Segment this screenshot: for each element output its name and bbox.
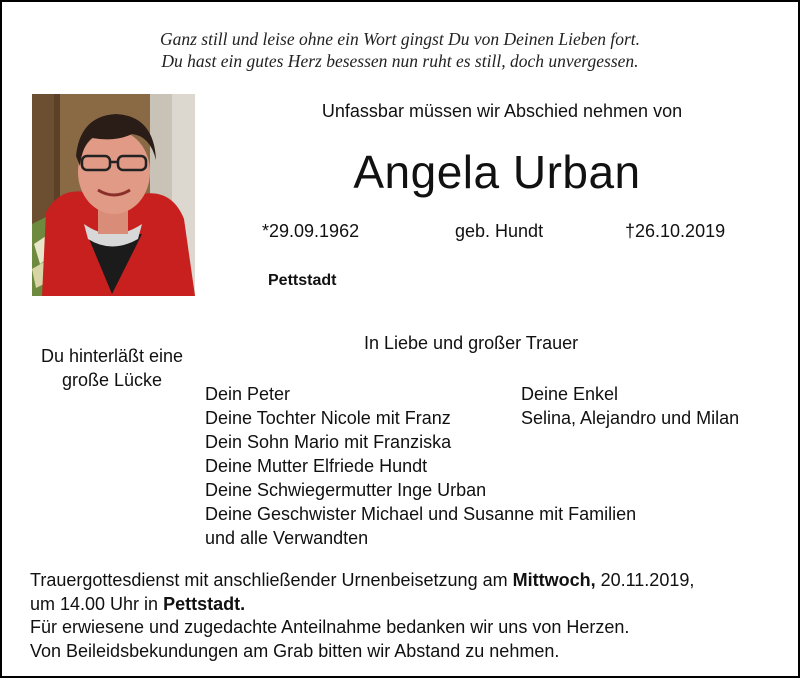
mourning-line: In Liebe und großer Trauer	[364, 333, 579, 353]
mourner-line: Deine Schwiegermutter Inge Urban	[205, 480, 487, 500]
service-time: um 14.00 Uhr in	[30, 593, 164, 614]
service-text: Trauergottesdienst mit anschließender Urnenbeisetzung am	[30, 570, 513, 590]
grandchildren-list	[521, 382, 739, 430]
mourner-line: Deine Geschwister Michael und Susanne mit Familien	[205, 504, 637, 524]
legacy-text	[27, 344, 197, 392]
verse-line: Ganz still und leise ohne ein Wort gingst Du von Deinen Lieben fort.	[159, 29, 641, 49]
residence-place: Pettstadt	[268, 272, 337, 289]
mourner-line: Deine Tochter Nicole mit Franz	[205, 408, 451, 428]
memorial-verse	[2, 28, 798, 72]
mourner-line: Deine Mutter Elfriede Hundt	[205, 456, 428, 476]
intro-text: Unfassbar müssen wir Abschied nehmen von	[321, 101, 683, 121]
mourner-line: Selina, Alejandro und Milan	[521, 408, 740, 428]
deceased-name: Angela Urban	[353, 146, 641, 198]
service-date: 20.11.2019,	[595, 570, 695, 590]
service-day: Mittwoch,	[512, 570, 596, 590]
legacy-line: große Lücke	[61, 370, 163, 390]
verse-line: Du hast ein gutes Herz besessen nun ruht es still, doch unvergessen.	[161, 51, 639, 71]
legacy-line: Du hinterläßt eine	[40, 346, 184, 366]
service-place: Pettstadt.	[163, 593, 246, 614]
service-info	[30, 569, 694, 663]
thanks-line: Für erwiesene und zugedachte Anteilnahme bedanken wir uns von Herzen.	[30, 617, 630, 637]
death-date: †26.10.2019	[625, 221, 726, 241]
birth-date: *29.09.1962	[262, 221, 360, 241]
maiden-name: geb. Hundt	[455, 221, 544, 241]
mourner-line: Deine Enkel	[521, 384, 619, 404]
mourner-line: Dein Peter	[205, 384, 291, 404]
service-line	[30, 569, 694, 593]
service-line	[30, 593, 694, 617]
mourner-line: Dein Sohn Mario mit Franziska	[205, 432, 452, 452]
mourner-line: und alle Verwandten	[205, 528, 369, 548]
request-line: Von Beileidsbekundungen am Grab bitten wir Abstand zu nehmen.	[30, 640, 560, 661]
portrait-photo	[32, 94, 195, 296]
